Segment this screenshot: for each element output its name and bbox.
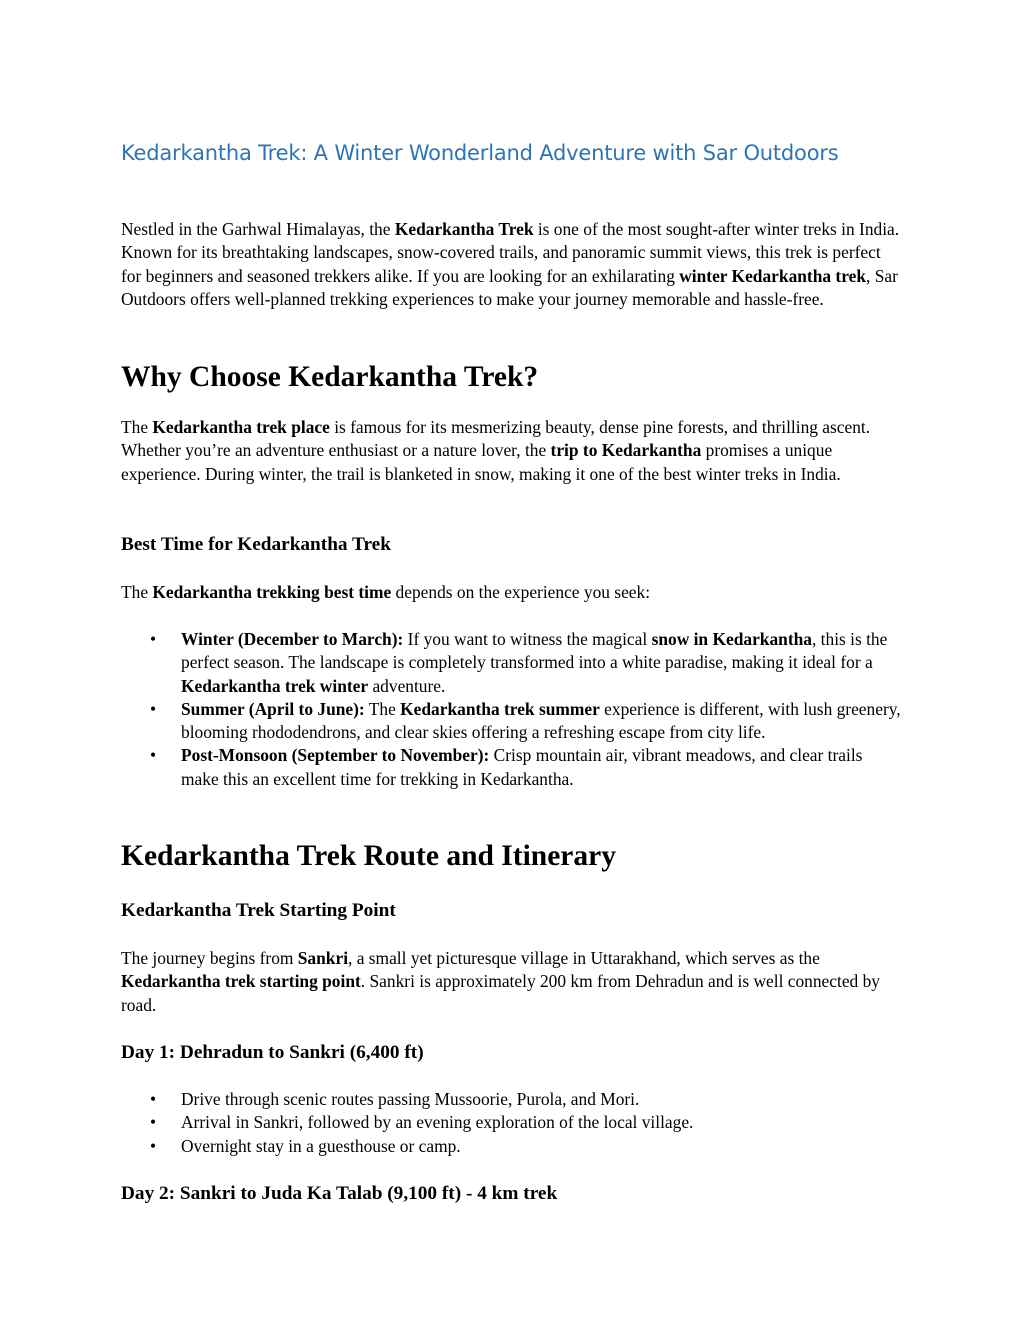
list-item: • Winter (December to March): If you want to witness the magical snow in Kedarkantha, this is the perfect season. The landscape is completely transformed into a white paradise, making it ideal for a Kedarkantha trek winter adventure.	[150, 629, 888, 696]
starting-point-paragraph: The journey begins from Sankri, a small yet picturesque village in Uttarakhand, which serves as the Kedarkantha trek starting point. Sankri is approximately 200 km from Dehradun and is well connected by road.	[121, 948, 880, 1015]
day1-list	[121, 1088, 901, 1158]
bullet-icon: •	[150, 1112, 157, 1133]
bullet-icon: •	[150, 1135, 157, 1156]
bullet-icon: •	[150, 629, 157, 649]
list-item: • Drive through scenic routes passing Mussoorie, Purola, and Mori.	[121, 1088, 901, 1111]
list-item: • Summer (April to June): The Kedarkantha trek summer experience is different, with lush greenery, blooming rhododendrons, and clear skies offering a refreshing escape from city life.	[150, 698, 901, 743]
list-item: • Overnight stay in a guesthouse or camp.	[121, 1135, 901, 1158]
bullet-icon: •	[150, 1089, 157, 1109]
why-heading: Why Choose Kedarkantha Trek?	[121, 361, 539, 393]
day1-section	[121, 1041, 901, 1065]
why-section	[121, 360, 901, 394]
best-time-section	[121, 533, 901, 557]
best-time-list	[121, 628, 901, 791]
route-section	[121, 839, 901, 873]
best-time-list-wrap	[121, 628, 901, 791]
day2-heading: Day 2: Sankri to Juda Ka Talab (9,100 ft) - 4 km trek	[121, 1183, 558, 1204]
list-item: • Post-Monsoon (September to November): Crisp mountain air, vibrant meadows, and clear trails make this an excellent time for trekking in Kedarkantha.	[150, 745, 863, 789]
day2-section	[121, 1182, 901, 1206]
list-item: • Arrival in Sankri, followed by an evening exploration of the local village.	[121, 1111, 901, 1134]
best-time-paragraph: The Kedarkantha trekking best time depends on the experience you seek:	[121, 582, 651, 602]
best-time-heading: Best Time for Kedarkantha Trek	[121, 534, 391, 555]
day1-list-wrap	[121, 1088, 901, 1158]
intro-paragraph: Nestled in the Garhwal Himalayas, the Kedarkantha Trek is one of the most sought-after winter treks in India. Known for its breathtaking landscapes, snow-covered trails, and panoramic summit views, this trek is perfect for beginners and seasoned trekkers alike. If you are looking for an exhilarating winter Kedarkantha trek, Sar Outdoors offers well-planned trekking experiences to make your journey memorable and hassle-free.	[121, 219, 900, 309]
bullet-icon: •	[150, 745, 157, 766]
intro-section	[121, 218, 901, 311]
why-body	[121, 416, 901, 486]
route-heading: Kedarkantha Trek Route and Itinerary	[121, 840, 616, 872]
starting-point-section	[121, 899, 901, 923]
starting-point-body	[121, 947, 901, 1017]
why-paragraph: The Kedarkantha trek place is famous for its mesmerizing beauty, dense pine forests, and thrilling ascent. Whether you’re an adventure enthusiast or a nature lover, the trip to Kedarkantha promises a unique experience. During winter, the trail is blanketed in snow, making it one of the best winter treks in India.	[121, 417, 871, 484]
day1-heading: Day 1: Dehradun to Sankri (6,400 ft)	[121, 1042, 424, 1063]
document-title: Kedarkantha Trek: A Winter Wonderland Adventure with Sar Outdoors	[121, 141, 839, 165]
best-time-intro	[121, 581, 901, 604]
bullet-icon: •	[150, 698, 157, 719]
starting-point-heading: Kedarkantha Trek Starting Point	[121, 900, 396, 921]
